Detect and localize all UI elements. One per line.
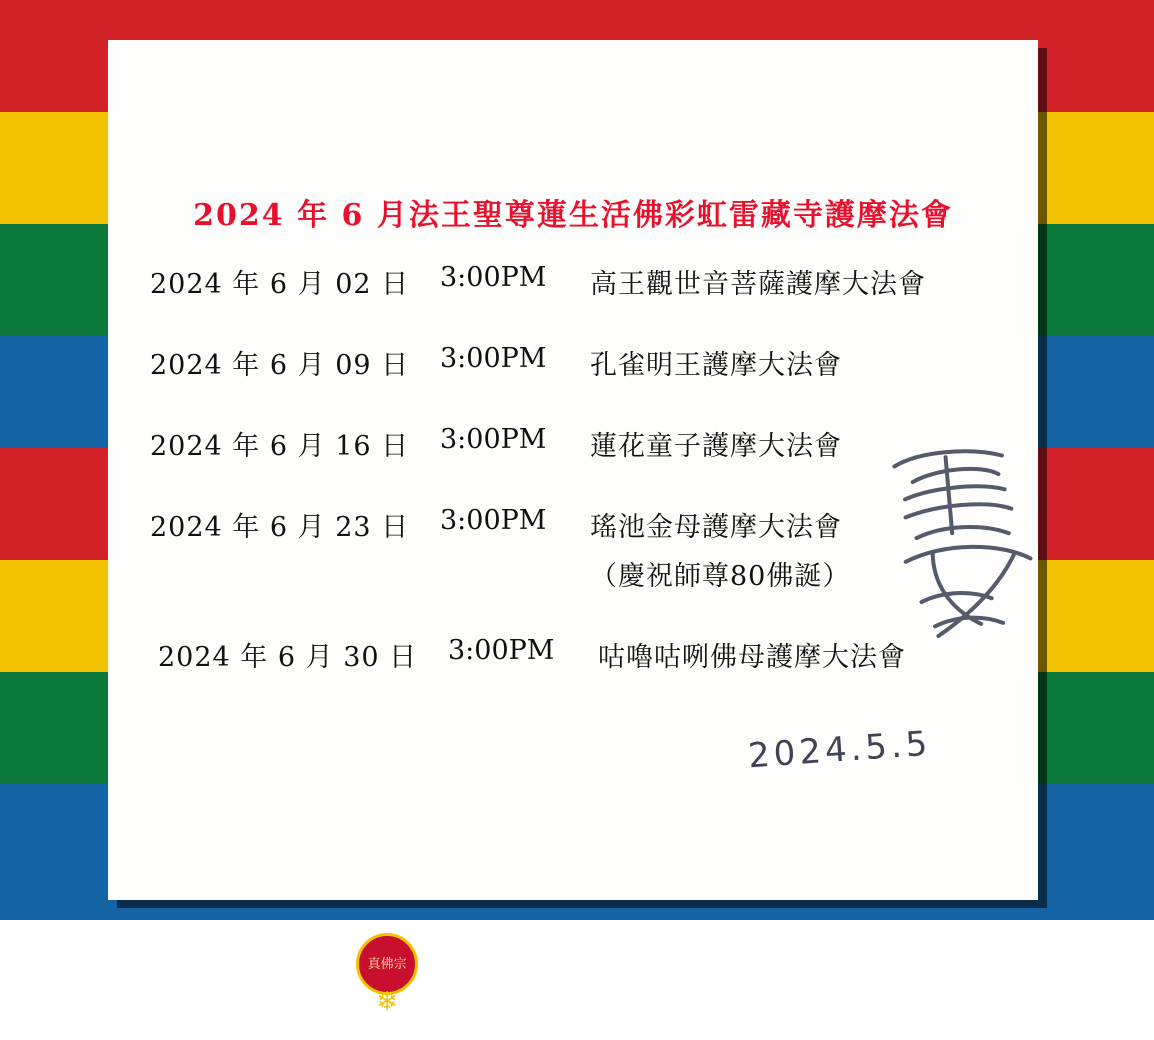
event-name: 瑤池金母護摩大法會 （慶祝師尊80佛誕）	[590, 505, 1000, 593]
footer-branding	[0, 908, 1154, 1040]
event-date: 2024 年 6 月 30 日	[158, 642, 418, 673]
event-date: 2024 年 6 月 23 日	[150, 512, 410, 543]
brand-block	[437, 932, 869, 1013]
emblem-ring-text: 真佛宗	[356, 933, 418, 995]
event-schedule-list	[150, 262, 1000, 674]
event-time: 3:00PM	[448, 635, 555, 666]
brand-name-en: TRUE BUDDHA SCHOOL NET	[437, 987, 869, 1013]
event-name: 蓮花童子護摩大法會	[590, 431, 842, 462]
event-date: 2024 年 6 月 09 日	[150, 350, 410, 381]
paper-sheet	[108, 40, 1038, 900]
event-note: （慶祝師尊80佛誕）	[590, 561, 851, 592]
event-name: 咕嚕咕咧佛母護摩大法會	[598, 642, 906, 673]
brand-name-cn: 真佛宗全球資訊網	[437, 932, 838, 987]
event-name: 孔雀明王護摩大法會	[590, 350, 842, 381]
event-time: 3:00PM	[440, 262, 547, 293]
event-name: 高王觀世音菩薩護摩大法會	[590, 269, 926, 300]
event-time: 3:00PM	[440, 505, 547, 536]
event-row	[150, 424, 1000, 463]
event-row	[150, 635, 1000, 674]
page-title: 2024 年 6 月法王聖尊蓮生活佛彩虹雷藏寺護摩法會	[193, 198, 953, 233]
event-date: 2024 年 6 月 16 日	[150, 431, 410, 462]
event-row	[150, 505, 1000, 593]
lotus-icon: ❄	[376, 987, 399, 1016]
event-row	[150, 343, 1000, 382]
handwritten-date: 2024.5.5	[746, 723, 933, 777]
copyright-icon: ©	[285, 944, 338, 1004]
event-row	[150, 262, 1000, 301]
school-emblem-icon	[351, 932, 423, 1016]
event-time: 3:00PM	[440, 424, 547, 455]
event-date: 2024 年 6 月 02 日	[150, 269, 410, 300]
event-time: 3:00PM	[440, 343, 547, 374]
